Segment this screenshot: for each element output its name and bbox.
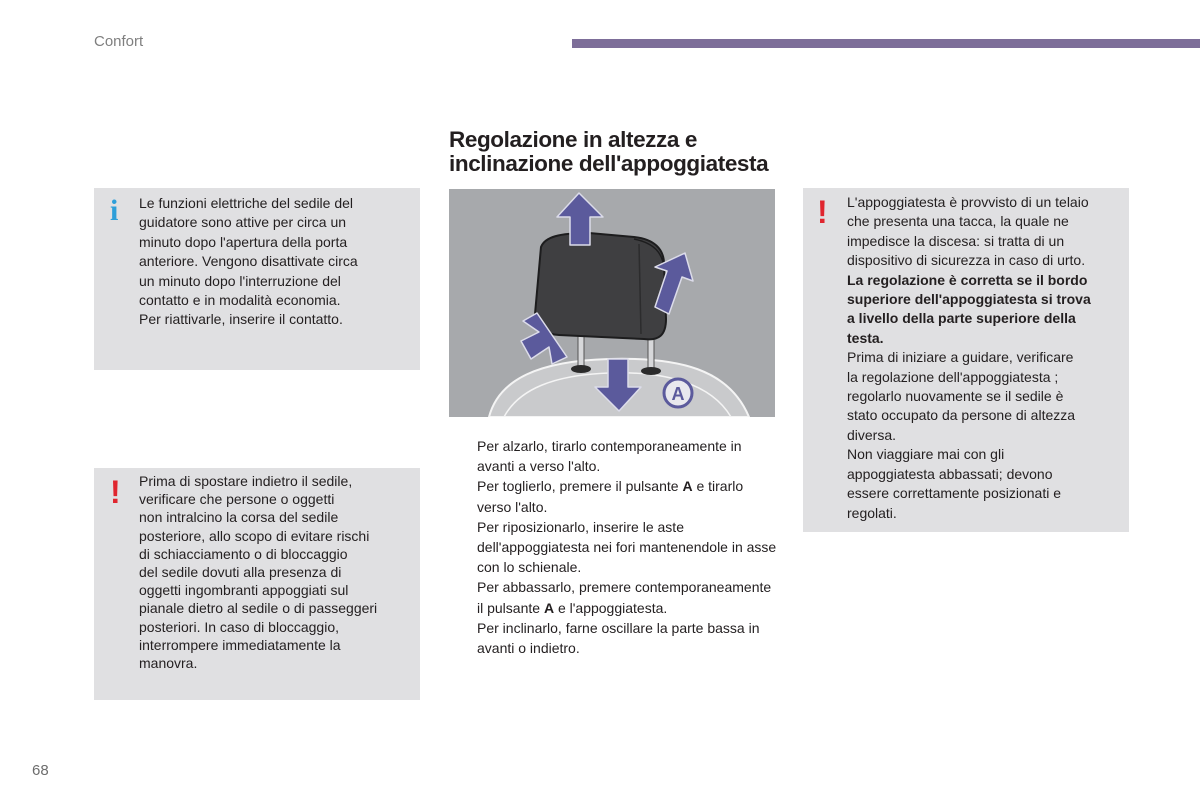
text-line: stato occupato da persone di altezza <box>847 407 1076 424</box>
text-line: L'appoggiatesta è provvisto di un telaio <box>847 194 1089 210</box>
warning-text <box>847 193 1127 523</box>
warning-icon: ! <box>110 474 121 510</box>
text-line: posteriore, allo scopo di evitare rischi <box>139 527 370 544</box>
list-item: Per abbassarlo, premere contemporaneamente il pulsante A e l'appoggiatesta. <box>477 579 772 616</box>
text-line: Prima di spostare indietro il sedile, <box>139 473 353 489</box>
text-line: regolarlo nuovamente se il sedile è <box>847 388 1064 405</box>
instruction-list <box>449 436 779 658</box>
text-line: regolati. <box>847 504 897 521</box>
headrest-adjustment-illustration <box>449 189 775 417</box>
page-title <box>449 128 789 176</box>
warning-text <box>139 472 414 672</box>
text-line: la regolazione dell'appoggiatesta ; <box>847 368 1059 385</box>
text-line: Prima di iniziare a guidare, verificare <box>847 349 1074 366</box>
text-line: guidatore sono attive per circa un <box>139 214 347 231</box>
text-line: contatto e in modalità economia. <box>139 292 341 309</box>
text-line: Le funzioni elettriche del sedile del <box>139 195 354 211</box>
text-line: di schiacciamento o di bloccaggio <box>139 545 348 562</box>
text-line: verificare che persone o oggetti <box>139 491 335 508</box>
text-line: Non viaggiare mai con gli <box>847 446 1005 463</box>
headrest-figure <box>449 189 775 417</box>
text-line: pianale dietro al sedile o di passeggeri <box>139 600 378 617</box>
page-number: 68 <box>32 762 49 779</box>
list-item: Per toglierlo, premere il pulsante A e tirarlo verso l'alto. <box>477 478 744 515</box>
text-line: un minuto dopo l'interruzione del <box>139 272 341 289</box>
title-line: inclinazione dell'appoggiatesta <box>449 151 769 176</box>
text-line: appoggiatesta abbassati; devono <box>847 465 1053 482</box>
warning-box-left <box>94 468 420 700</box>
text-line: manovra. <box>139 655 198 672</box>
text-line: posteriori. In caso di bloccaggio, <box>139 618 339 635</box>
text-line: essere correttamente posizionati e <box>847 485 1061 502</box>
text-line: del sedile dovuti alla presenza di <box>139 564 342 581</box>
text-line-bold: superiore dell'appoggiatesta si trova <box>847 291 1091 308</box>
warning-icon: ! <box>817 194 828 230</box>
text-line-bold: La regolazione è corretta se il bordo <box>847 271 1088 288</box>
info-text <box>139 194 414 330</box>
text-line: anteriore. Vengono disattivate circa <box>139 253 358 270</box>
text-line: diversa. <box>847 426 897 443</box>
list-item: Per inclinarlo, farne oscillare la parte bassa in avanti o indietro. <box>477 619 760 657</box>
text-line: dispositivo di sicurezza in caso di urto. <box>847 252 1086 269</box>
title-line: Regolazione in altezza e <box>449 127 697 152</box>
info-icon: i <box>110 194 119 227</box>
text-line: che presenta una tacca, la quale ne <box>847 213 1069 230</box>
text-line: minuto dopo l'apertura della porta <box>139 233 348 250</box>
list-item: Per alzarlo, tirarlo contemporaneamente in avanti a verso l'alto. <box>477 438 742 475</box>
header-bar <box>572 39 1200 48</box>
text-line: oggetti ingombranti appoggiati sul <box>139 582 349 599</box>
list-item: Per riposizionarlo, inserire le aste dell'appoggiatesta nei fori mantenendole in asse con lo schienale. <box>477 518 777 576</box>
text-line: interrompere immediatamente la <box>139 636 341 653</box>
text-line-bold: a livello della parte superiore della <box>847 310 1076 327</box>
section-label: Confort <box>94 33 144 50</box>
info-box <box>94 188 420 370</box>
warning-box-right <box>803 188 1129 532</box>
text-line: non intralcino la corsa del sedile <box>139 509 339 526</box>
text-line-bold: testa. <box>847 329 884 346</box>
figure-label-a: A <box>671 384 685 404</box>
text-line: Per riattivarle, inserire il contatto. <box>139 311 343 328</box>
text-line: impedisce la discesa: si tratta di un <box>847 232 1065 249</box>
